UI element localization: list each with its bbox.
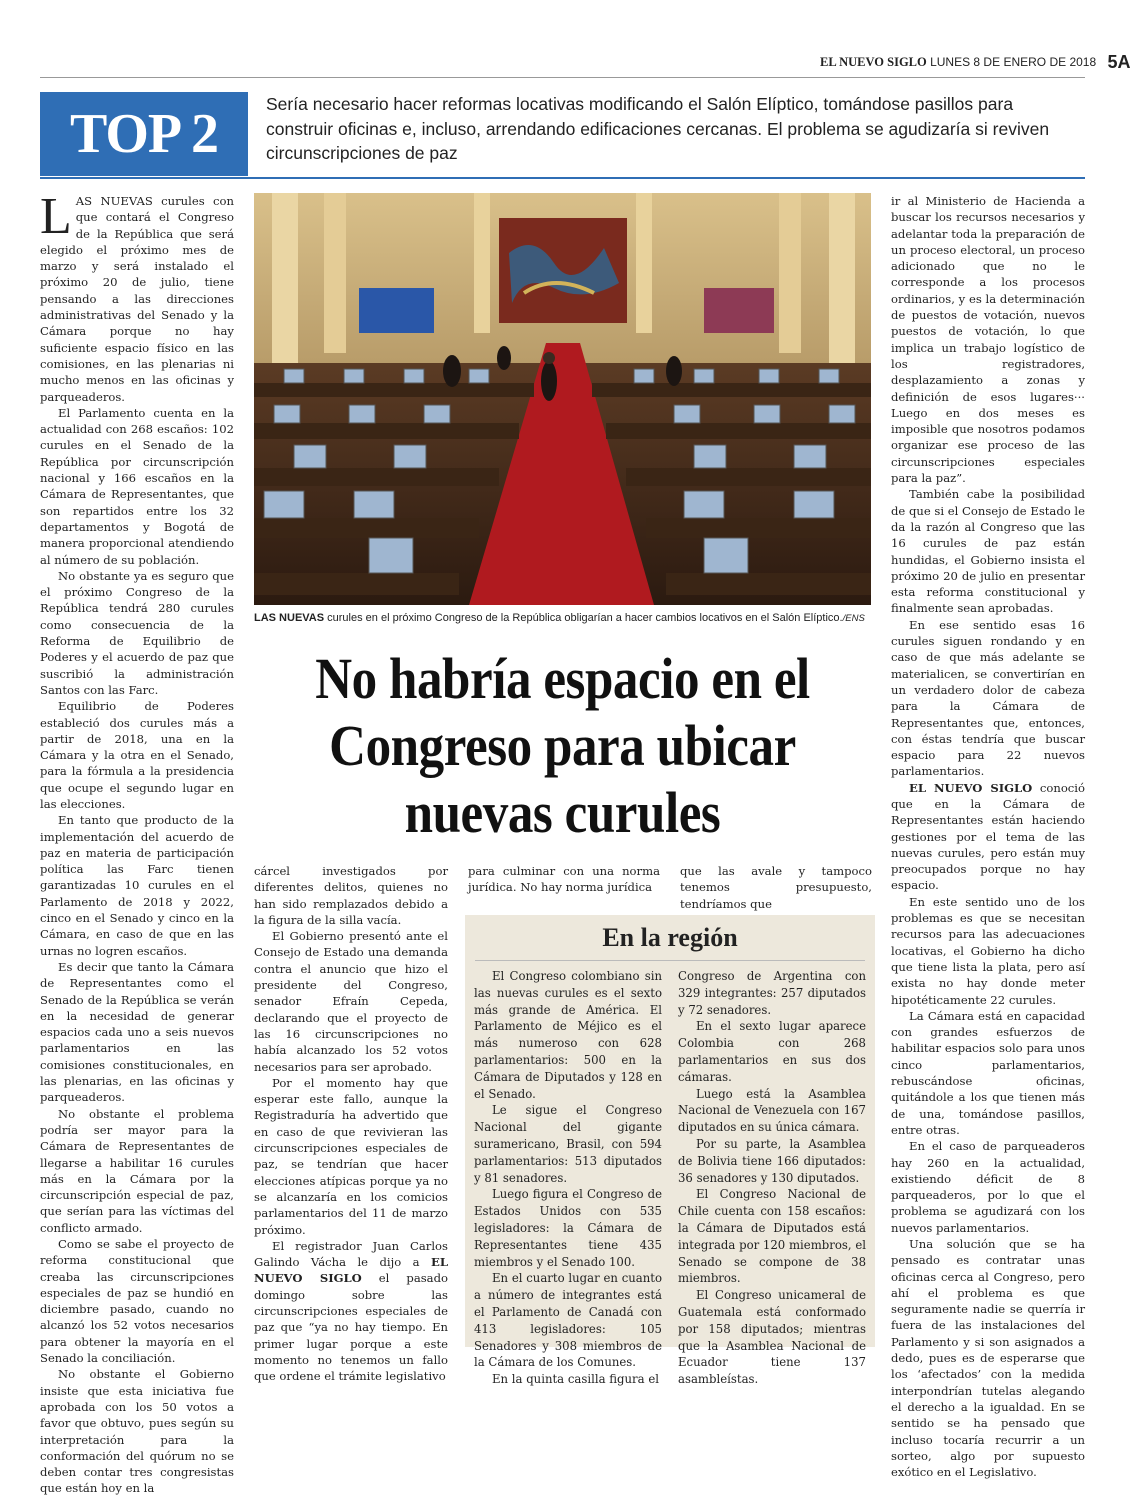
paragraph: No obstante el problema podría ser mayor para la Cámara de Representantes de llegarse a habilitar 16 curules más en la Cámara por la circunscripción especial de paz, que serían para las víctimas del conflicto armado. <box>40 1106 234 1235</box>
article-column-2 <box>254 863 448 1384</box>
publication-name: EL NUEVO SIGLO <box>820 55 927 69</box>
sidebar-column-1 <box>474 968 662 1387</box>
section-dek: Sería necesario hacer reformas locativas modificando el Salón Elíptico, tomándose pasillos para construir oficinas e, incluso, arrendando edificaciones cercanas. El problema se agudizaría si reviven circunscripciones de paz <box>266 94 1050 163</box>
paragraph: En la quinta casilla figura el <box>492 1372 659 1387</box>
page-number: 5A <box>1107 52 1131 72</box>
caption-text: curules en el próximo Congreso de la República obligarían a hacer cambios locativos en el Salón Elíptico. <box>324 612 843 624</box>
paragraph: Es decir que tanto la Cámara de Representantes como el Senado de la República se verán en la necesidad de generar espacios cada uno a seis nuevos parlamentarios en las comisiones constitucionales, en las plenarias, en las oficinas y parqueaderos. <box>40 959 234 1105</box>
section-label: TOP 2 <box>69 103 218 165</box>
paragraph: Congreso de Argentina con 329 integrantes: 257 diputados y 72 senadores. <box>678 969 866 1017</box>
paragraph: En el sexto lugar aparece Colombia con 268 parlamentarios en sus dos cámaras. <box>678 1019 866 1084</box>
paragraph: No obstante el Gobierno insiste que esta iniciativa fue aprobada con los 50 votos a favor que obtuvo, pues según su interpretación para la conformación del quórum no se deben contar tres congresistas que están hoy en la <box>40 1367 234 1496</box>
paragraph: cárcel investigados por diferentes delitos, quienes no han sido remplazados debido a la figura de la silla vacía. <box>254 864 448 927</box>
paragraph: La Cámara está en capacidad con grandes esfuerzos de habilitar espacios solo para unos cinco parlamentarios, rebuscándose oficinas, quitándole a los que tienen más de una, tomándose pasillos, entre otras. <box>891 1008 1085 1137</box>
paragraph: En tanto que producto de la implementación del acuerdo de paz en materia de participación política las Farc tienen garantizadas 10 curules en el Parlamento de 2018 y 2022, cinco en el Senado y cinco en la Cámara, en caso de que en las urnas no logren escaños. <box>40 813 234 958</box>
paragraph: En el caso de parqueaderos hay 260 en la actualidad, existiendo déficit de 8 parqueaderos, por lo que el problema se agudizará con los nuevos parlamentarios. <box>891 1139 1085 1235</box>
paragraph: Luego figura el Congreso de Estados Unidos con 535 legisladores: la Cámara de Representantes tiene 435 miembros y el Senado 100. <box>474 1187 662 1269</box>
dek-rule <box>40 177 1085 179</box>
paragraph: Como se sabe el proyecto de reforma constitucional que creaba las circunscripciones especiales de paz se hundió en diciembre pasado, cuando no alcanzó los 52 votos necesarios para obtener la mayoría en el Senado la conciliación. <box>40 1237 234 1366</box>
paragraph: para culminar con una norma jurídica. No hay norma jurídica <box>468 864 660 895</box>
header-rule <box>40 77 1085 78</box>
paragraph: En este sentido uno de los problemas es que se necesitan recursos para las adecuaciones locativas, el Gobierno ha dicho que tiene lista la plata, pero así exista no hay donde meter hipotéticamente 22 curules. <box>891 894 1085 1007</box>
paragraph: EL NUEVO SIGLO conoció que en la Cámara de Representantes están haciendo gestiones por el tema de las nuevas curules, pero están muy preocupados porque no hay espacio. <box>891 780 1085 893</box>
paragraph: Luego está la Asamblea Nacional de Venezuela con 167 diputados en su única cámara. <box>678 1086 866 1135</box>
publication-mention: EL NUEVO SIGLO <box>909 780 1033 795</box>
paragraph: El Congreso colombiano sin las nuevas curules es el sexto más grande de América. El Parlamento de Méjico es el más numeroso con 628 parlamentarios: 500 en la Cámara de Diputados y 128 en el Senado. <box>474 969 662 1101</box>
section-badge <box>40 92 248 176</box>
caption-lead: LAS NUEVAS <box>254 612 325 624</box>
paragraph: En ese sentido esas 16 curules siguen rondando y en caso de que más adelante se materialicen, se convertirían en un verdadero dolor de cabeza para la Cámara de Representantes que, entonces, con éstas tendría que buscar espacio para 22 nuevos parlamentarios. <box>891 617 1085 779</box>
congress-chamber-photo <box>254 193 871 605</box>
article-column-4 <box>680 863 872 911</box>
issue-date: LUNES 8 DE ENERO DE 2018 <box>930 55 1097 69</box>
article-column-1 <box>40 188 234 1496</box>
photo-credit: /ENS <box>842 613 865 624</box>
paragraph: Una solución que se ha pensado es contratar unas oficinas cerca al Congreso, pero ahí el problema es que seguramente nadie se querría ir fuera de las instalaciones del Parlamento y si son asignados a dedo, pues es de esperarse que los ‘afectados’ con la medida interpondrían tutelas alegando el derecho a la igualdad. En se sentido se ha pensado que incluso tocaría recurrir a un sorteo, algo por supuesto exótico en el Legislativo. <box>891 1237 1085 1480</box>
sidebar-column-2 <box>678 968 866 1387</box>
publication-mention: EL NUEVO SIGLO <box>254 1255 448 1286</box>
lead-paragraph: LAS NUEVAS curules con que contará el Congreso de la República que será elegido el próximo mes de marzo y será instalado el próximo 20 de julio, tiene pensando a las direcciones administrativas del Senado y la Cámara porque no hay suficiente espacio físico en las comisiones, en las plenarias ni mucho menos en las oficinas y parqueaderos. <box>40 188 234 404</box>
paragraph: El Congreso Nacional de Chile cuenta con 158 escaños: la Cámara de Diputados está integrada por 120 miembros, el Senado se compone de 38 miembros. <box>678 1187 866 1286</box>
paragraph: Por su parte, la Asamblea de Bolivia tiene 166 diputados: 36 senadores y 130 diputados. <box>678 1136 866 1185</box>
paragraph: que las avale y tampoco tenemos presupuesto, tendríamos que <box>680 864 872 911</box>
paragraph: También cabe la posibilidad de que si el Consejo de Estado le da la razón al Congreso que las 16 curules de paz están hundidas, el Gobierno insista el próximo 20 de julio en presentar esta reforma constitucional y finalmente sean aprobadas. <box>891 487 1085 616</box>
paragraph: El Congreso unicameral de Guatemala está conformado por 158 diputados; mientras que la Asamblea Nacional de Ecuador tiene 137 asambleístas. <box>678 1288 866 1387</box>
paragraph: No obstante ya es seguro que el próximo Congreso de la República tendrá 280 curules como consecuencia de la Reforma de Equilibrio de Poderes y el acuerdo de paz que suscribió la administración Santos con las Farc. <box>40 568 234 697</box>
paragraph: Le sigue el Congreso Nacional del gigante suramericano, Brasil, con 594 parlamentarios: 513 diputados y 81 senadores. <box>474 1103 662 1185</box>
article-headline: No habría espacio en el Congreso para ubicar nuevas curules <box>315 646 810 845</box>
paragraph: En el cuarto lugar en cuanto a número de integrantes está el Parlamento de Canadá con 413 legisladores: 105 Senadores y 308 miembros de la Cámara de los Comunes. <box>474 1271 662 1370</box>
paragraph: El Parlamento cuenta en la actualidad con 268 escaños: 102 curules en el Senado de la República por circunscripción nacional y 166 escaños en la Cámara de Representantes, que son repartidos entre los 32 departamentos y Bogotá de manera proporcional atendiendo al número de su población. <box>40 405 234 567</box>
page-folio <box>820 52 1131 72</box>
paragraph: El registrador Juan Carlos Galindo Vácha le dijo a EL NUEVO SIGLO el pasado domingo sobre las circunscripciones especiales de paz que “ya no hay tiempo. En primer lugar porque a este momento no tenemos un fallo que ordene el trámite legislativo <box>254 1238 448 1384</box>
sidebar-rule <box>475 960 865 961</box>
paragraph: Por el momento hay que esperar este fallo, aunque la Registraduría ha advertido que en caso de que revivieran las circunscripciones especiales de paz, se tendrían que hacer elecciones atípicas porque ya no se alcanzaría en los comicios parlamentarios del 11 de marzo próximo. <box>254 1075 448 1237</box>
photo-caption <box>254 612 884 632</box>
paragraph: El Gobierno presentó ante el Consejo de Estado una demanda contra el anuncio que hizo el presidente del Congreso, senador Efraín Cepeda, declarando que el proyecto de las 16 circunscripciones no había alcanzado los 52 votos necesarios para ser aprobado. <box>254 929 448 1074</box>
paragraph: Equilibrio de Poderes estableció dos curules más a partir de 2018, una en la Cámara y la otra en el Senado, para la fórmula a la presidencia que ocupe el segundo lugar en las elecciones. <box>40 699 234 811</box>
paragraph: ir al Ministerio de Hacienda a buscar los recursos necesarios y adelantar toda la preparación de un proceso electoral, un proceso adicionado que no le corresponde a los procesos ordinarios, y es la determinación de puestos de votación, nuevos puestos de votación, lo que implica un trabajo logístico de los registradores, desplazamiento a zonas y definición de esos lugares··· Luego en dos meses es imposible que nosotros podamos organizar ese proceso de las circunscripciones especiales para la paz”. <box>891 194 1085 486</box>
article-column-3 <box>468 863 660 897</box>
sidebar-title: En la región <box>602 923 738 952</box>
drop-cap: L <box>40 188 72 245</box>
article-column-5 <box>891 193 1085 1480</box>
